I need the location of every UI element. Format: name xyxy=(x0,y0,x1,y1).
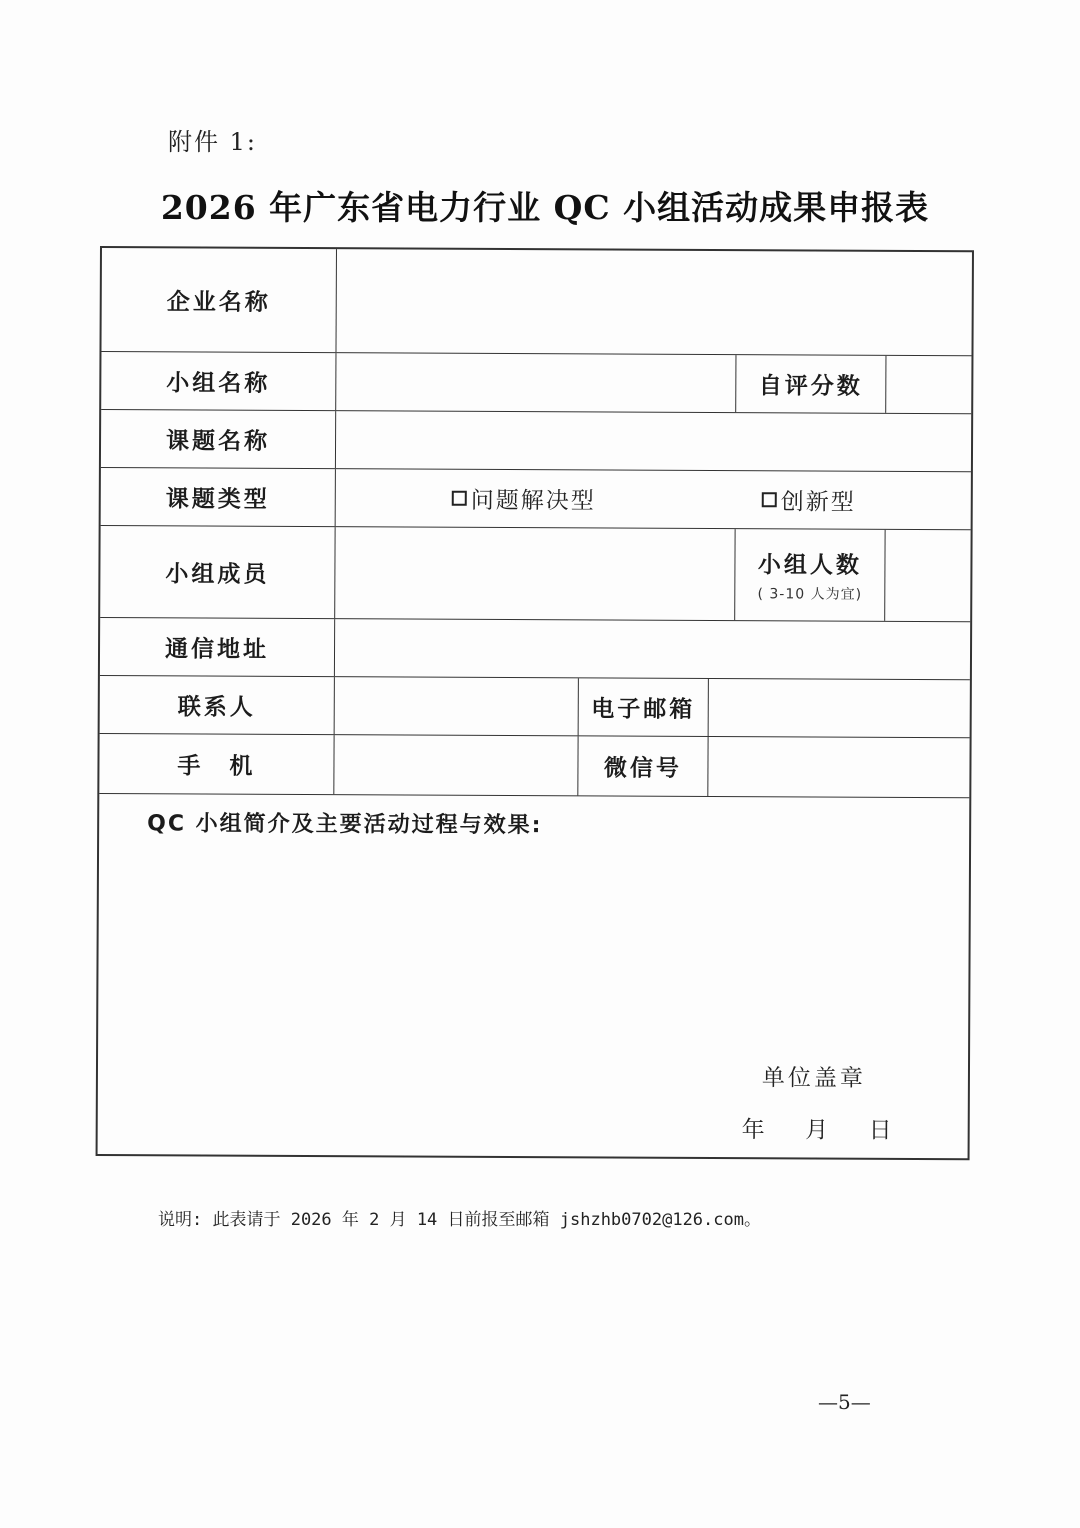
contact-field[interactable] xyxy=(334,677,578,735)
wechat-label: 微信号 xyxy=(603,755,683,782)
row-contact xyxy=(100,676,970,738)
date-month: 月 xyxy=(805,1117,829,1144)
wechat-label-cell xyxy=(577,736,707,796)
company-label-cell xyxy=(101,248,336,352)
address-field[interactable] xyxy=(334,619,970,679)
group-name-label: 小组名称 xyxy=(166,370,271,397)
self-score-label-cell xyxy=(735,355,885,413)
date-line xyxy=(742,1111,892,1145)
intro-label: QC 小组简介及主要活动过程与效果: xyxy=(147,811,543,839)
topic-name-label: 课题名称 xyxy=(165,428,271,455)
topic-type-label: 课题类型 xyxy=(165,486,270,513)
member-count-note: ( 3-10 人为宜) xyxy=(757,586,863,603)
option-innovation[interactable] xyxy=(762,483,856,516)
address-label: 通信地址 xyxy=(164,636,270,663)
checkbox-icon[interactable] xyxy=(452,491,467,506)
member-count-label: 小组人数 xyxy=(757,552,863,579)
members-field[interactable] xyxy=(334,527,734,620)
row-topic-name xyxy=(101,410,971,472)
contact-label: 联系人 xyxy=(177,694,256,721)
page-number: —5— xyxy=(818,1390,871,1414)
row-members xyxy=(100,526,970,622)
checkbox-icon[interactable] xyxy=(762,492,777,507)
contact-label-cell xyxy=(100,676,334,734)
email-label-cell xyxy=(578,678,708,736)
date-year: 年 xyxy=(741,1117,765,1144)
form-title: 2026 年广东省电力行业 QC 小组活动成果申报表 xyxy=(160,188,930,227)
phone-label-cell xyxy=(99,734,333,794)
footer-note: 说明: 此表请于 2026 年 2 月 14 日前报至邮箱 jshzhb0702@126.com。 xyxy=(158,1210,761,1230)
members-label: 小组成员 xyxy=(165,561,270,588)
wechat-field[interactable] xyxy=(707,737,969,797)
option-innovation-label: 创新型 xyxy=(780,489,856,516)
topic-type-label-cell xyxy=(101,468,335,526)
email-field[interactable] xyxy=(708,679,970,737)
row-topic-type xyxy=(101,468,971,530)
company-field[interactable] xyxy=(335,249,971,355)
members-label-cell xyxy=(100,526,334,618)
row-address xyxy=(100,618,970,680)
attachment-label: 附件 1: xyxy=(168,128,257,156)
phone-label: 手 机 xyxy=(177,753,256,780)
topic-name-label-cell xyxy=(101,410,335,468)
group-name-field[interactable] xyxy=(335,353,735,412)
self-score-label: 自评分数 xyxy=(758,373,863,400)
member-count-field[interactable] xyxy=(884,530,970,621)
seal-label: 单位盖章 xyxy=(761,1065,867,1092)
row-company xyxy=(101,248,971,356)
option-problem-solving[interactable] xyxy=(452,482,596,516)
topic-type-options xyxy=(335,469,971,529)
date-day: 日 xyxy=(868,1117,892,1144)
self-score-field[interactable] xyxy=(885,356,971,413)
group-name-label-cell xyxy=(101,352,335,410)
email-label: 电子邮箱 xyxy=(591,696,696,723)
row-group-name xyxy=(101,352,971,414)
application-form xyxy=(96,246,974,1160)
option-problem-solving-label: 问题解决型 xyxy=(470,487,596,515)
row-phone xyxy=(99,734,969,798)
company-label: 企业名称 xyxy=(166,289,271,316)
phone-field[interactable] xyxy=(333,735,577,795)
address-label-cell xyxy=(100,618,334,676)
topic-name-field[interactable] xyxy=(335,411,971,471)
member-count-label-cell xyxy=(734,529,884,621)
